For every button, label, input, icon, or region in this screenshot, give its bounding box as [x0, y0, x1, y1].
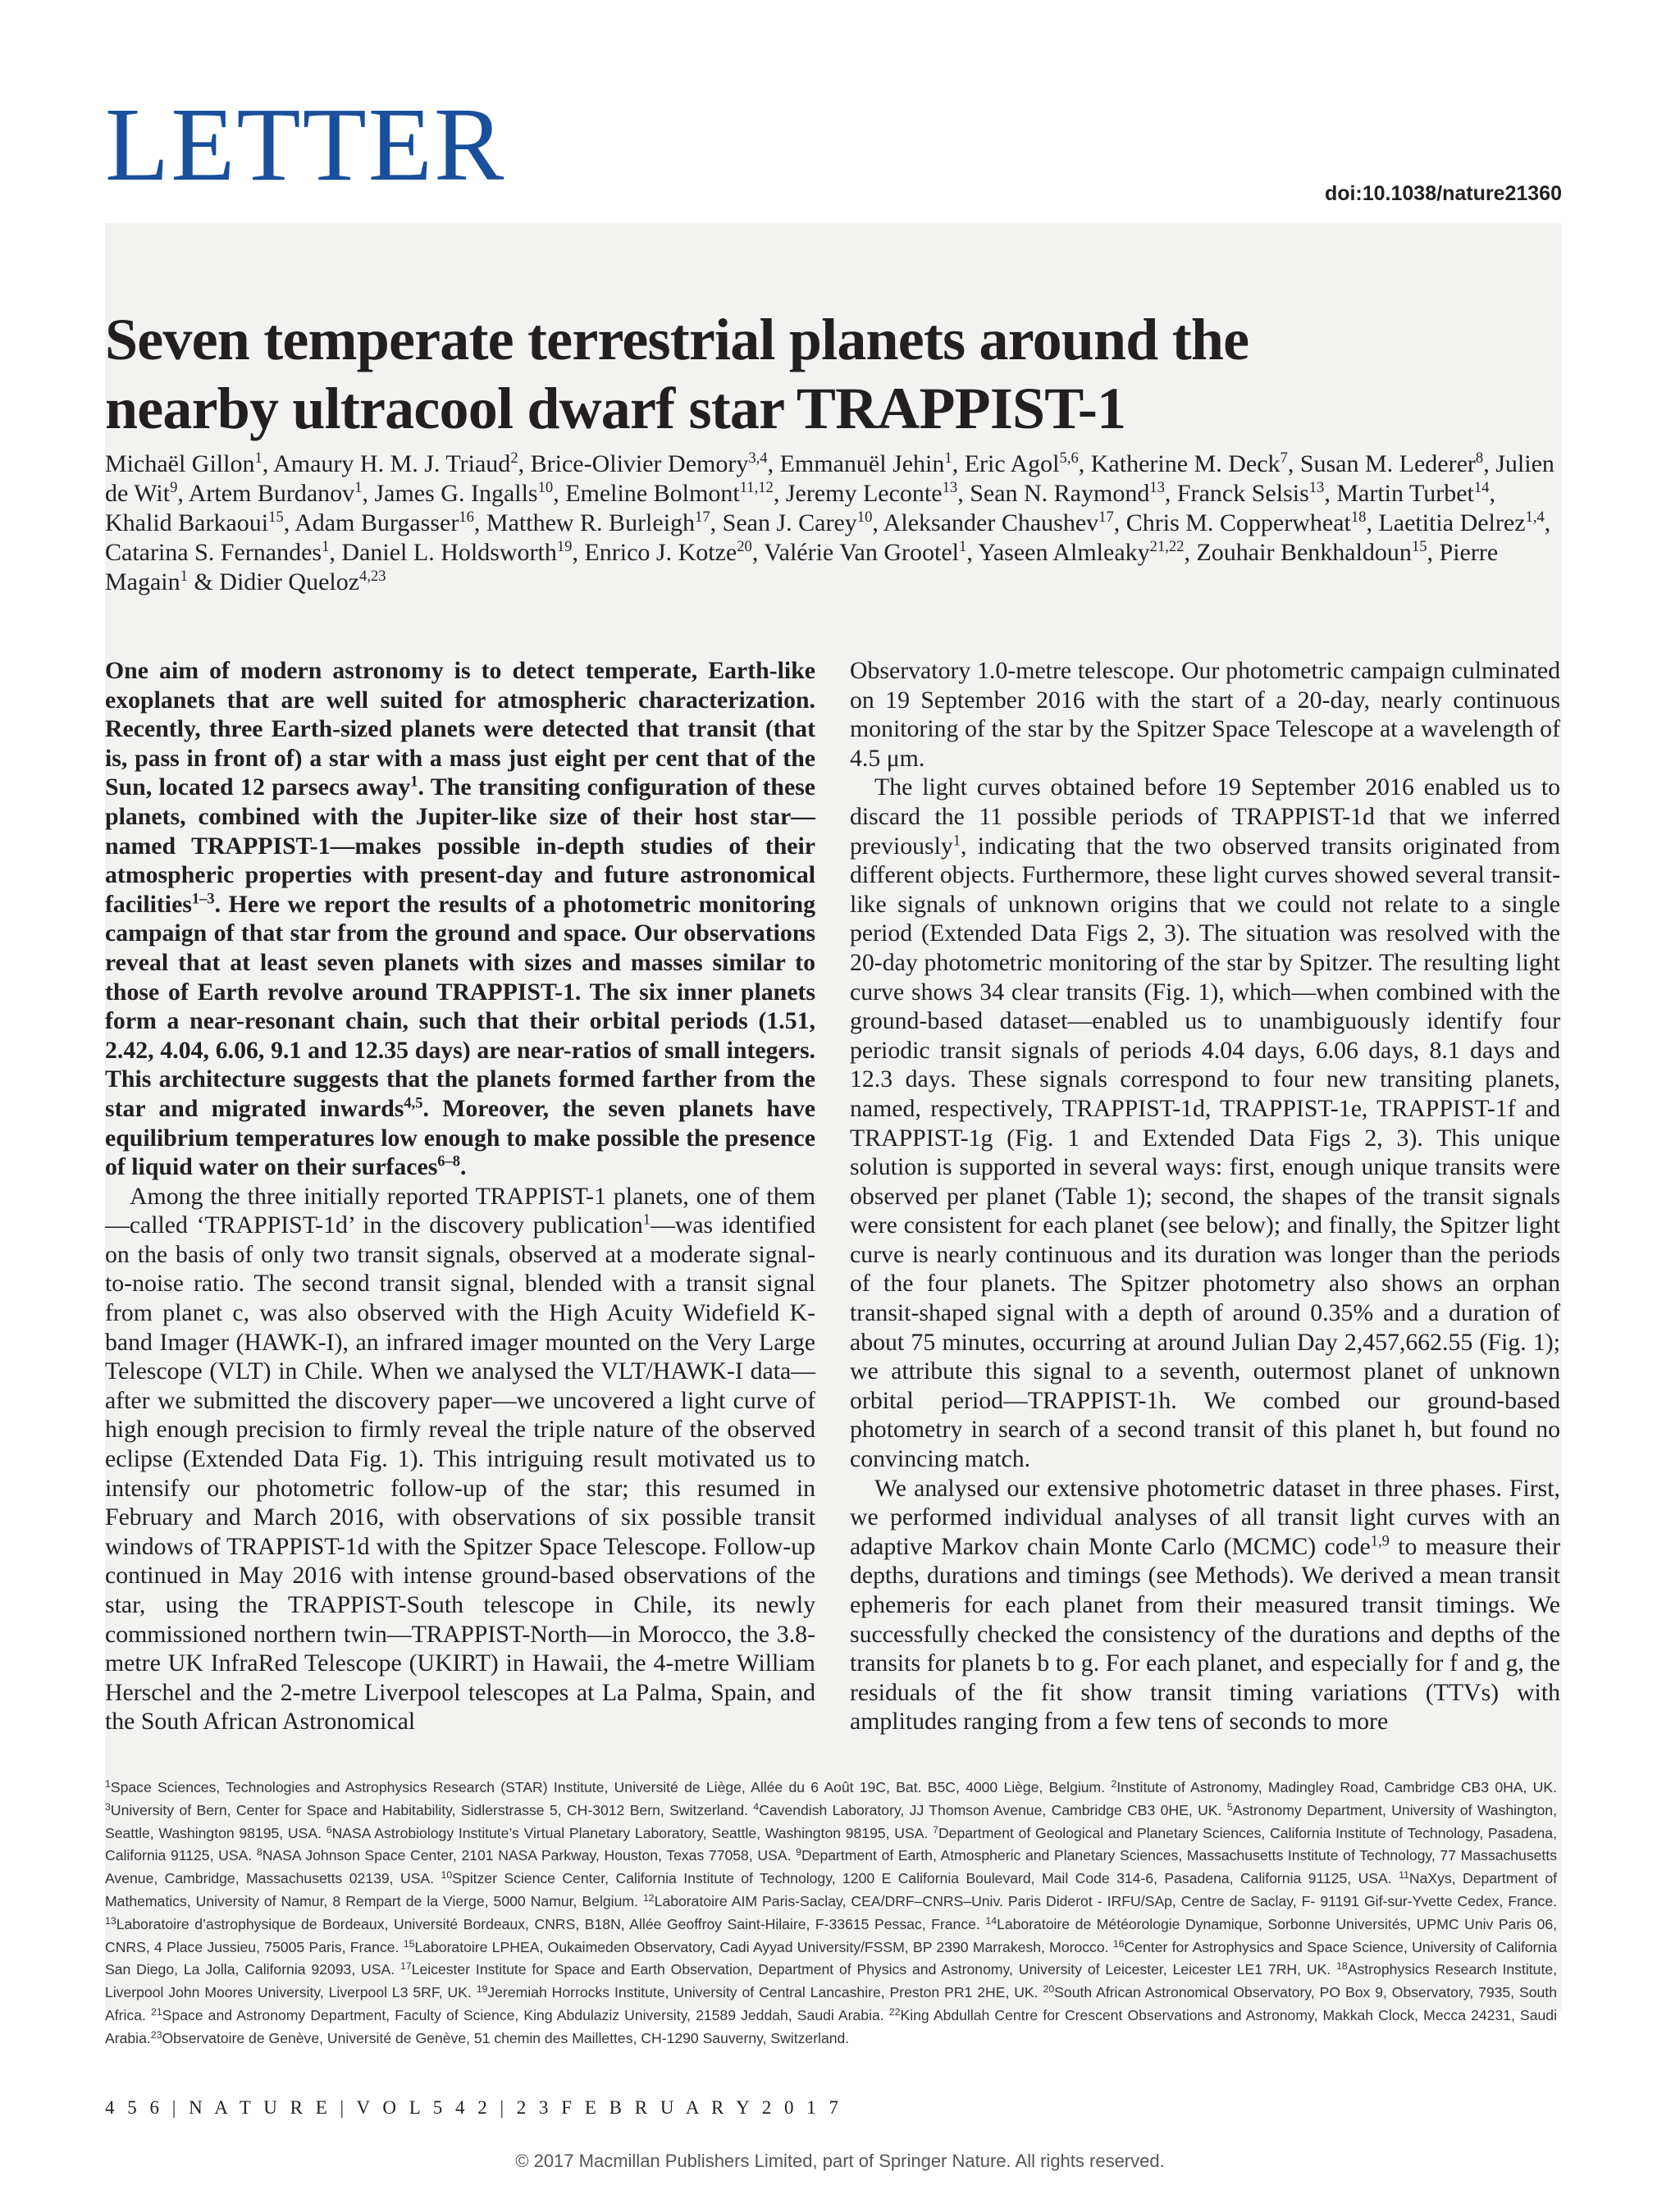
- right-column: [850, 656, 1560, 1736]
- author-list: Michaël Gillon$^1$, Amaury H. M. J. Triaud$^2$, Brice-Olivier Demory$^{3,4}$, Emmanuël Jehin$^1$, Eric Agol$^{5,6}$, Katherine M. Deck$^7$, Susan M. Lederer$^8$, Julien de Wit$^9$, Artem Burdanov$^1$, James G. Ingalls$^{10}$, Emeline Bolmont$^{11,12}$, Jeremy Leconte$^{13}$, Sean N. Raymond$^{13}$, Franck Selsis$^{13}$, Martin Turbet$^{14}$, Khalid Barkaoui$^{15}$, Adam Burgasser$^{16}$, Matthew R. Burleigh$^{17}$, Sean J. Carey$^{10}$, Aleksander Chaushev$^{17}$, Chris M. Copperwheat$^{18}$, Laetitia Delrez$^{1,4}$, Catarina S. Fernandes$^1$, Daniel L. Holdsworth$^{19}$, Enrico J. Kotze$^{20}$, Valérie Van Grootel$^1$, Yaseen Almleaky$^{21,22}$, Zouhair Benkhaldoun$^{15}$, Pierre Magain$^1$ & Didier Queloz$^{4,23}$: [105, 449, 1554, 595]
- article-title: [105, 305, 1549, 443]
- body-paragraph: The light curves obtained before 19 September 2016 enabled us to discard the 11 possible periods of TRAPPIST-1d that we inferred previously$^1$, indicating that the two observed transits originated from different objects. Furthermore, these light curves showed several transit-like signals of unknown origins that we could not relate to a single period (Extended Data Figs 2, 3). The situation was resolved with the 20-day photometric monitoring of the star by Spitzer. The resulting light curve shows 34 clear transits (Fig. 1), which—when combined with the ground-based dataset—enabled us to unambiguously identify four periodic transit signals of periods 4.04 days, 6.06 days, 8.1 days and 12.3 days. These signals correspond to four new transiting planets, named, respectively, TRAPPIST-1d, TRAPPIST-1e, TRAPPIST-1f and TRAPPIST-1g (Fig. 1 and Extended Data Figs 2, 3). This unique solution is supported in several ways: first, enough unique transits were observed per planet (Table 1); second, the shapes of the transit signals were consistent for each planet (see below); and finally, the Spitzer light curve is nearly continuous and its duration was longer than the periods of the four planets. The Spitzer photometry also shows an orphan transit-shaped signal with a depth of around 0.35% and a duration of about 75 minutes, occurring at around Julian Day 2,457,662.55 (Fig. 1); we attribute this signal to a seventh, outermost planet of unknown orbital period—TRAPPIST-1h. We combed our ground-based photometry in search of a second transit of this planet h, but found no convincing match.: [850, 773, 1560, 1473]
- left-column: [105, 656, 815, 1736]
- doi-link[interactable]: doi:10.1038/nature21360: [1324, 182, 1562, 205]
- title-line-2: nearby ultracool dwarf star TRAPPIST-1: [105, 376, 1126, 441]
- page-folio: 4 5 6 | N A T U R E | V O L 5 4 2 | 2 3 F E B R U A R Y 2 0 1 7: [105, 2097, 842, 2118]
- body-paragraph: Among the three initially reported TRAPPIST-1 planets, one of them—called ‘TRAPPIST-1d’ in the discovery publication$^1$—was identified on the basis of only two transit signals, observed at a moderate signal-to-noise ratio. The second transit signal, blended with a transit signal from planet c, was also observed with the High Acuity Widefield K-band Imager (HAWK-I), an infrared imager mounted on the Very Large Telescope (VLT) in Chile. When we analysed the VLT/HAWK-I data—after we submitted the discovery paper—we uncovered a light curve of high enough precision to firmly reveal the triple nature of the observed eclipse (Extended Data Fig. 1). This intriguing result motivated us to intensify our photometric follow-up of the star; this resumed in February and March 2016, with observations of six possible transit windows of TRAPPIST-1d with the Spitzer Space Telescope. Follow-up continued in May 2016 with intense ground-based observations of the star, using the TRAPPIST-South telescope in Chile, its newly commissioned northern twin—TRAPPIST-North—in Morocco, the 3.8-metre UK InfraRed Telescope (UKIRT) in Hawaii, the 4-metre William Herschel and the 2-metre Liverpool telescopes at La Palma, Spain, and the South African Astronomical: [105, 1182, 815, 1736]
- copyright-notice: © 2017 Macmillan Publishers Limited, part of Springer Nature. All rights reserved.: [515, 2151, 1165, 2171]
- section-kicker: LETTER: [105, 86, 506, 203]
- title-line-1: Seven temperate terrestrial planets around the: [105, 307, 1249, 372]
- abstract-paragraph: One aim of modern astronomy is to detect temperate, Earth-like exoplanets that are well suited for atmospheric characterization. Recently, three Earth-sized planets were detected that transit (that is, pass in front of) a star with a mass just eight per cent that of the Sun, located 12 parsecs away$^1$. The transiting configuration of these planets, combined with the Jupiter-like size of their host star—named TRAPPIST-1—makes possible in-depth studies of their atmospheric properties with present-day and future astronomical facilities$^{1-3}$. Here we report the results of a photometric monitoring campaign of that star from the ground and space. Our observations reveal that at least seven planets with sizes and masses similar to those of Earth revolve around TRAPPIST-1. The six inner planets form a near-resonant chain, such that their orbital periods (1.51, 2.42, 4.04, 6.06, 9.1 and 12.35 days) are near-ratios of small integers. This architecture suggests that the planets formed farther from the star and migrated inwards$^{4,5}$. Moreover, the seven planets have equilibrium temperatures low enough to make possible the presence of liquid water on their surfaces$^{6-8}$.: [105, 657, 815, 1181]
- body-paragraph: We analysed our extensive photometric dataset in three phases. First, we performed individual analyses of all transit light curves with an adaptive Markov chain Monte Carlo (MCMC) code$^{1,9}$ to measure their depths, durations and timings (see Methods). We derived a mean transit ephemeris for each planet from their measured transit timings. We successfully checked the consistency of the durations and depths of the transits for planets b to g. For each planet, and especially for f and g, the residuals of the fit show transit timing variations (TTVs) with amplitudes ranging from a few tens of seconds to more: [850, 1474, 1561, 1736]
- affiliations: $^1$Space Sciences, Technologies and Astrophysics Research (STAR) Institute, Université de Liège, Allée du 6 Août 19C, Bat. B5C, 4000 Liège, Belgium. $^2$Institute of Astronomy, Madingley Road, Cambridge CB3 0HA, UK. $^3$University of Bern, Center for Space and Habitability, Sidlerstrasse 5, CH-3012 Bern, Switzerland. $^4$Cavendish Laboratory, JJ Thomson Avenue, Cambridge CB3 0HE, UK. $^5$Astronomy Department, University of Washington, Seattle, Washington 98195, USA. $^6$NASA Astrobiology Institute’s Virtual Planetary Laboratory, Seattle, Washington 98195, USA. $^7$Department of Geological and Planetary Sciences, California Institute of Technology, Pasadena, California 91125, USA. $^8$NASA Johnson Space Center, 2101 NASA Parkway, Houston, Texas 77058, USA. $^9$Department of Earth, Atmospheric and Planetary Sciences, Massachusetts Institute of Technology, 77 Massachusetts Avenue, Cambridge, Massachusetts 02139, USA. $^{10}$Spitzer Science Center, California Institute of Technology, 1200 E California Boulevard, Mail Code 314-6, Pasadena, California 91125, USA. $^{11}$NaXys, Department of Mathematics, University of Namur, 8 Rempart de la Vierge, 5000 Namur, Belgium. $^{12}$Laboratoire AIM Paris-Saclay, CEA/DRF–CNRS–Univ. Paris Diderot - IRFU/SAp, Centre de Saclay, F- 91191 Gif-sur-Yvette Cedex, France. $^{13}$Laboratoire d’astrophysique de Bordeaux, Université Bordeaux, CNRS, B18N, Allée Geoffroy Saint-Hilaire, F-33615 Pessac, France. $^{14}$Laboratoire de Météorologie Dynamique, Sorbonne Universités, UPMC Univ Paris 06, CNRS, 4 Place Jussieu, 75005 Paris, France. $^{15}$Laboratoire LPHEA, Oukaimeden Observatory, Cadi Ayyad University/FSSM, BP 2390 Marrakesh, Morocco. $^{16}$Center for Astrophysics and Space Science, University of California San Diego, La Jolla, California 92093, USA. $^{17}$Leicester Institute for Space and Earth Observation, Department of Physics and Astronomy, University of Leicester, Leicester LE1 7RH, UK. $^{18}$Astrophysics Research Institute, Liverpool John Moores University, Liverpool L3 5RF, UK. $^{19}$Jeremiah Horrocks Institute, University of Central Lancashire, Preston PR1 2HE, UK. $^{20}$South African Astronomical Observatory, PO Box 9, Observatory, 7935, South Africa. $^{21}$Space and Astronomy Department, Faculty of Science, King Abdulaziz University, 21589 Jeddah, Saudi Arabia. $^{22}$King Abdullah Centre for Crescent Observations and Astronomy, Makkah Clock, Mecca 24231, Saudi Arabia.$^{23}$Observatoire de Genève, Université de Genève, 51 chemin des Maillettes, CH-1290 Sauverny, Switzerland.: [105, 1777, 1558, 2046]
- body-paragraph: Observatory 1.0-metre telescope. Our photometric campaign culminated on 19 September 2016 with the start of a 20-day, nearly continuous monitoring of the star by the Spitzer Space Telescope at a wavelength of 4.5 μm.: [850, 657, 1560, 772]
